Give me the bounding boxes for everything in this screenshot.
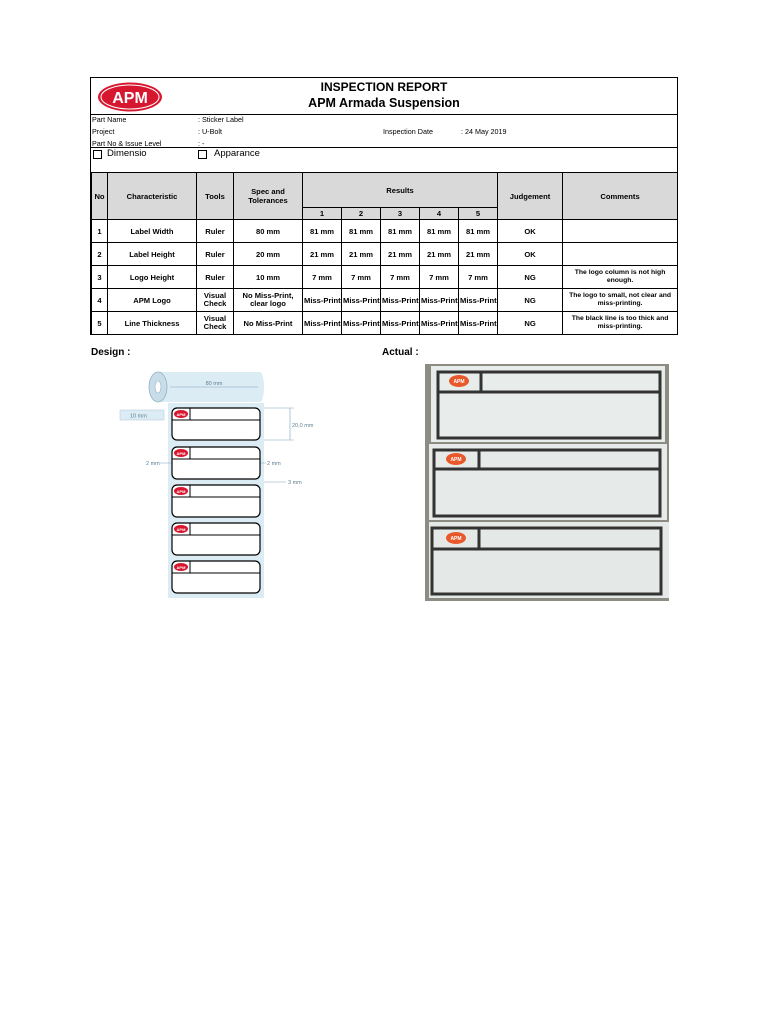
cell-result: 7 mm — [459, 266, 498, 289]
cell-result: 81 mm — [381, 220, 420, 243]
cell-result: 21 mm — [303, 243, 342, 266]
design-label: Design : — [91, 347, 131, 358]
cell-result: 21 mm — [420, 243, 459, 266]
appearance-label: Apparance — [214, 148, 260, 159]
cell-characteristic: Label Height — [108, 243, 197, 266]
table-row — [92, 220, 678, 243]
table-row — [92, 266, 678, 289]
cell-tools: Ruler — [197, 243, 234, 266]
cell-tools: Visual Check — [197, 312, 234, 335]
cell-spec: No Miss-Print — [234, 312, 303, 335]
report-header — [91, 78, 677, 115]
design-label-5 — [172, 561, 260, 593]
cell-comment — [563, 220, 678, 243]
cell-no: 5 — [92, 312, 108, 335]
col-results: Results — [303, 173, 498, 208]
dimension-checkbox[interactable] — [93, 150, 102, 159]
apm-logo-text: APM — [112, 90, 148, 107]
cell-result: Miss-Print — [459, 289, 498, 312]
cell-result: Miss-Print — [342, 289, 381, 312]
col-result-2: 2 — [342, 208, 381, 220]
design-logo-text: APM — [176, 412, 186, 417]
project-label: Project — [92, 127, 115, 136]
col-result-3: 3 — [381, 208, 420, 220]
design-logo-text: APM — [176, 527, 186, 532]
height-dimension-text: 20,0 mm — [292, 423, 314, 429]
design-label-4 — [172, 523, 260, 555]
cell-characteristic: APM Logo — [108, 289, 197, 312]
right-margin-text: 2 mm — [267, 461, 281, 467]
actual-logo-text: APM — [453, 379, 465, 385]
part-name-value: : Sticker Label — [198, 115, 244, 124]
col-characteristic: Characteristic — [108, 173, 197, 220]
cell-judgement: OK — [498, 220, 563, 243]
cell-characteristic: Line Thickness — [108, 312, 197, 335]
cell-result: 21 mm — [342, 243, 381, 266]
cell-result: Miss-Print — [303, 312, 342, 335]
cell-no: 2 — [92, 243, 108, 266]
cell-comment: The black line is too thick and miss-printing. — [563, 312, 678, 335]
logo-dimension-text: 10 mm — [130, 413, 147, 420]
actual-photo — [425, 364, 669, 601]
left-margin-text: 2 mm — [146, 461, 160, 467]
cell-result: 7 mm — [342, 266, 381, 289]
design-logo-text: APM — [176, 451, 186, 456]
cell-spec: No Miss-Print, clear logo — [234, 289, 303, 312]
table-header-row — [92, 173, 678, 208]
part-no-label: Part No & Issue Level — [92, 139, 162, 148]
cell-spec: 80 mm — [234, 220, 303, 243]
cell-judgement: NG — [498, 312, 563, 335]
inspection-date-label: Inspection Date — [383, 127, 433, 136]
gap-dimension-text: 3 mm — [288, 480, 302, 486]
cell-result: Miss-Print — [459, 312, 498, 335]
col-comments: Comments — [563, 173, 678, 220]
col-result-4: 4 — [420, 208, 459, 220]
cell-judgement: OK — [498, 243, 563, 266]
cell-result: Miss-Print — [381, 312, 420, 335]
cell-result: 7 mm — [303, 266, 342, 289]
cell-result: 7 mm — [420, 266, 459, 289]
design-label-2 — [172, 447, 260, 479]
cell-spec: 10 mm — [234, 266, 303, 289]
results-table — [91, 172, 678, 335]
cell-characteristic: Logo Height — [108, 266, 197, 289]
cell-judgement: NG — [498, 289, 563, 312]
cell-no: 3 — [92, 266, 108, 289]
cell-comment: The logo column is not high enough. — [563, 266, 678, 289]
design-label-1 — [172, 408, 260, 440]
actual-logo-text: APM — [450, 536, 462, 542]
divider — [91, 147, 677, 148]
inspection-report — [90, 77, 678, 335]
cell-result: Miss-Print — [303, 289, 342, 312]
report-title: INSPECTION REPORT — [320, 80, 448, 94]
col-tools: Tools — [197, 173, 234, 220]
actual-photo-drawing — [425, 364, 669, 601]
cell-no: 1 — [92, 220, 108, 243]
cell-comment: The logo to small, not clear and miss-printing. — [563, 289, 678, 312]
cell-result: 81 mm — [342, 220, 381, 243]
project-value: : U-Bolt — [198, 127, 222, 136]
cell-spec: 20 mm — [234, 243, 303, 266]
cell-tools: Ruler — [197, 220, 234, 243]
col-no: No — [92, 173, 108, 220]
design-drawing — [118, 370, 318, 598]
cell-comment — [563, 243, 678, 266]
col-result-1: 1 — [303, 208, 342, 220]
cell-result: 81 mm — [420, 220, 459, 243]
part-no-value: : - — [198, 139, 205, 148]
cell-tools: Visual Check — [197, 289, 234, 312]
cell-characteristic: Label Width — [108, 220, 197, 243]
cell-result: 7 mm — [381, 266, 420, 289]
cell-result: Miss-Print — [420, 289, 459, 312]
inspection-date-value: : 24 May 2019 — [461, 127, 507, 136]
part-name-label: Part Name — [92, 115, 127, 124]
width-dimension-text: 80 mm — [205, 381, 223, 387]
design-label-3 — [172, 485, 260, 517]
appearance-checkbox[interactable] — [198, 150, 207, 159]
report-subtitle: APM Armada Suspension — [308, 96, 460, 110]
col-spec: Spec and Tolerances — [234, 173, 303, 220]
table-row — [92, 243, 678, 266]
table-row — [92, 312, 678, 335]
cell-tools: Ruler — [197, 266, 234, 289]
cell-no: 4 — [92, 289, 108, 312]
col-result-5: 5 — [459, 208, 498, 220]
design-logo-text: APM — [176, 489, 186, 494]
actual-label: Actual : — [382, 347, 419, 358]
dimension-label: Dimensio — [107, 148, 147, 159]
cell-result: Miss-Print — [381, 289, 420, 312]
cell-result: Miss-Print — [420, 312, 459, 335]
cell-result: Miss-Print — [342, 312, 381, 335]
table-row — [92, 289, 678, 312]
cell-judgement: NG — [498, 266, 563, 289]
cell-result: 21 mm — [381, 243, 420, 266]
design-logo-text: APM — [176, 565, 186, 570]
col-judgement: Judgement — [498, 173, 563, 220]
cell-result: 81 mm — [459, 220, 498, 243]
actual-logo-text: APM — [450, 457, 462, 463]
cell-result: 21 mm — [459, 243, 498, 266]
cell-result: 81 mm — [303, 220, 342, 243]
